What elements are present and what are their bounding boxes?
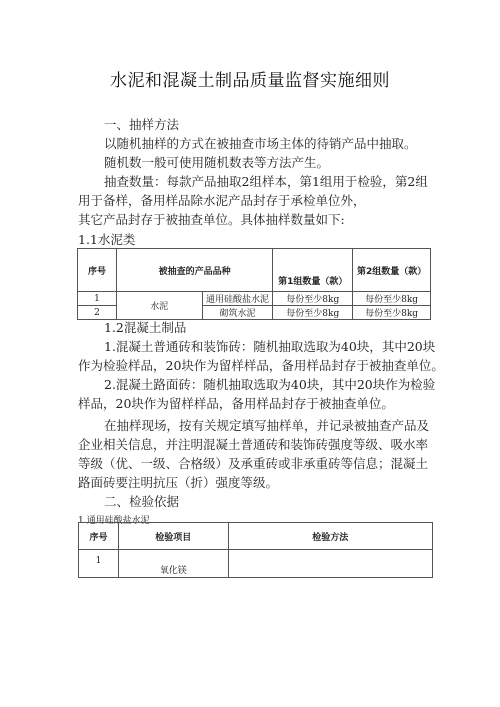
paragraph: 作为检验样品，20块作为留样样品，备用样品封存于被抽查单位。 <box>78 358 444 373</box>
cell-product-name: 通用硅酸盐水泥 <box>202 292 273 306</box>
header-cell-product: 被抽查的产品品种 <box>116 249 272 292</box>
paragraph: 样品，20块作为留样样品，备用样品封存于被抽查单位。 <box>78 396 394 411</box>
header-cell-method: 检验方法 <box>228 523 432 550</box>
table-header-row <box>79 523 433 550</box>
paragraph: 等级（优、一级、合格级）及承重砖或非承重砖等信息；混凝土 <box>78 456 429 471</box>
header-cell-item: 检验项目 <box>118 523 228 550</box>
inspection-table <box>78 522 433 578</box>
document-title: 水泥和混凝土制品质量监督实施细则 <box>110 71 390 91</box>
cell-group2: 每份至少8kg <box>353 306 431 320</box>
paragraph: 随机数一般可使用随机数表等方法产生。 <box>104 155 330 170</box>
header-cell-group1: 第1组数量（款） <box>273 249 353 292</box>
cell-group1: 每份至少8kg <box>273 292 353 306</box>
cell-no: 2 <box>78 306 117 320</box>
cell-no: 1 <box>79 550 119 578</box>
table-header-row <box>78 249 431 292</box>
header-cell-no: 序号 <box>78 249 117 292</box>
paragraph: 企业相关信息，并注明混凝土普通砖和装饰砖强度等级、吸水率 <box>78 437 429 452</box>
cell-method <box>228 550 432 578</box>
table-row <box>78 292 431 306</box>
header-cell-no: 序号 <box>79 523 119 550</box>
cell-product-name: 砌筑水泥 <box>202 306 273 320</box>
cell-group2: 每份至少8kg <box>353 292 431 306</box>
header-cell-group2: 第2组数量（款） <box>353 249 431 292</box>
cell-no: 1 <box>78 292 117 306</box>
cell-category: 水泥 <box>116 292 202 320</box>
section-heading-basis: 二、检验依据 <box>104 494 180 509</box>
paragraph: 用于备样，备用样品除水泥产品封存于承检单位外， <box>78 193 366 208</box>
cell-item: 氧化镁 <box>118 550 228 578</box>
subsection-heading-cement: 1.1水泥类 <box>78 232 136 247</box>
section-heading-sampling: 一、抽样方法 <box>104 117 180 132</box>
paragraph: 以随机抽样的方式在被抽查市场主体的待销产品中抽取。 <box>104 136 417 151</box>
paragraph: 2.混凝土路面砖：随机抽取选取为40块，其中20块作为检验 <box>104 377 436 392</box>
table-caption: 1.通用硅酸盐水泥 <box>78 516 150 526</box>
cell-group1: 每份至少8kg <box>273 306 353 320</box>
paragraph: 其它产品封存于被抽查单位。具体抽样数量如下: <box>78 212 345 227</box>
paragraph: 抽查数量：每款产品抽取2组样本，第1组用于检验，第2组 <box>104 174 428 189</box>
paragraph: 在抽样现场，按有关规定填写抽样单，并记录被抽查产品及 <box>104 418 430 433</box>
cement-sampling-table <box>77 248 431 320</box>
paragraph: 1.混凝土普通砖和装饰砖：随机抽取选取为40块，其中20块 <box>104 339 436 354</box>
subsection-heading-concrete: 1.2混凝土制品 <box>104 320 187 335</box>
table-row <box>79 550 433 578</box>
paragraph: 路面砖要注明抗压（折）强度等级。 <box>78 475 279 490</box>
